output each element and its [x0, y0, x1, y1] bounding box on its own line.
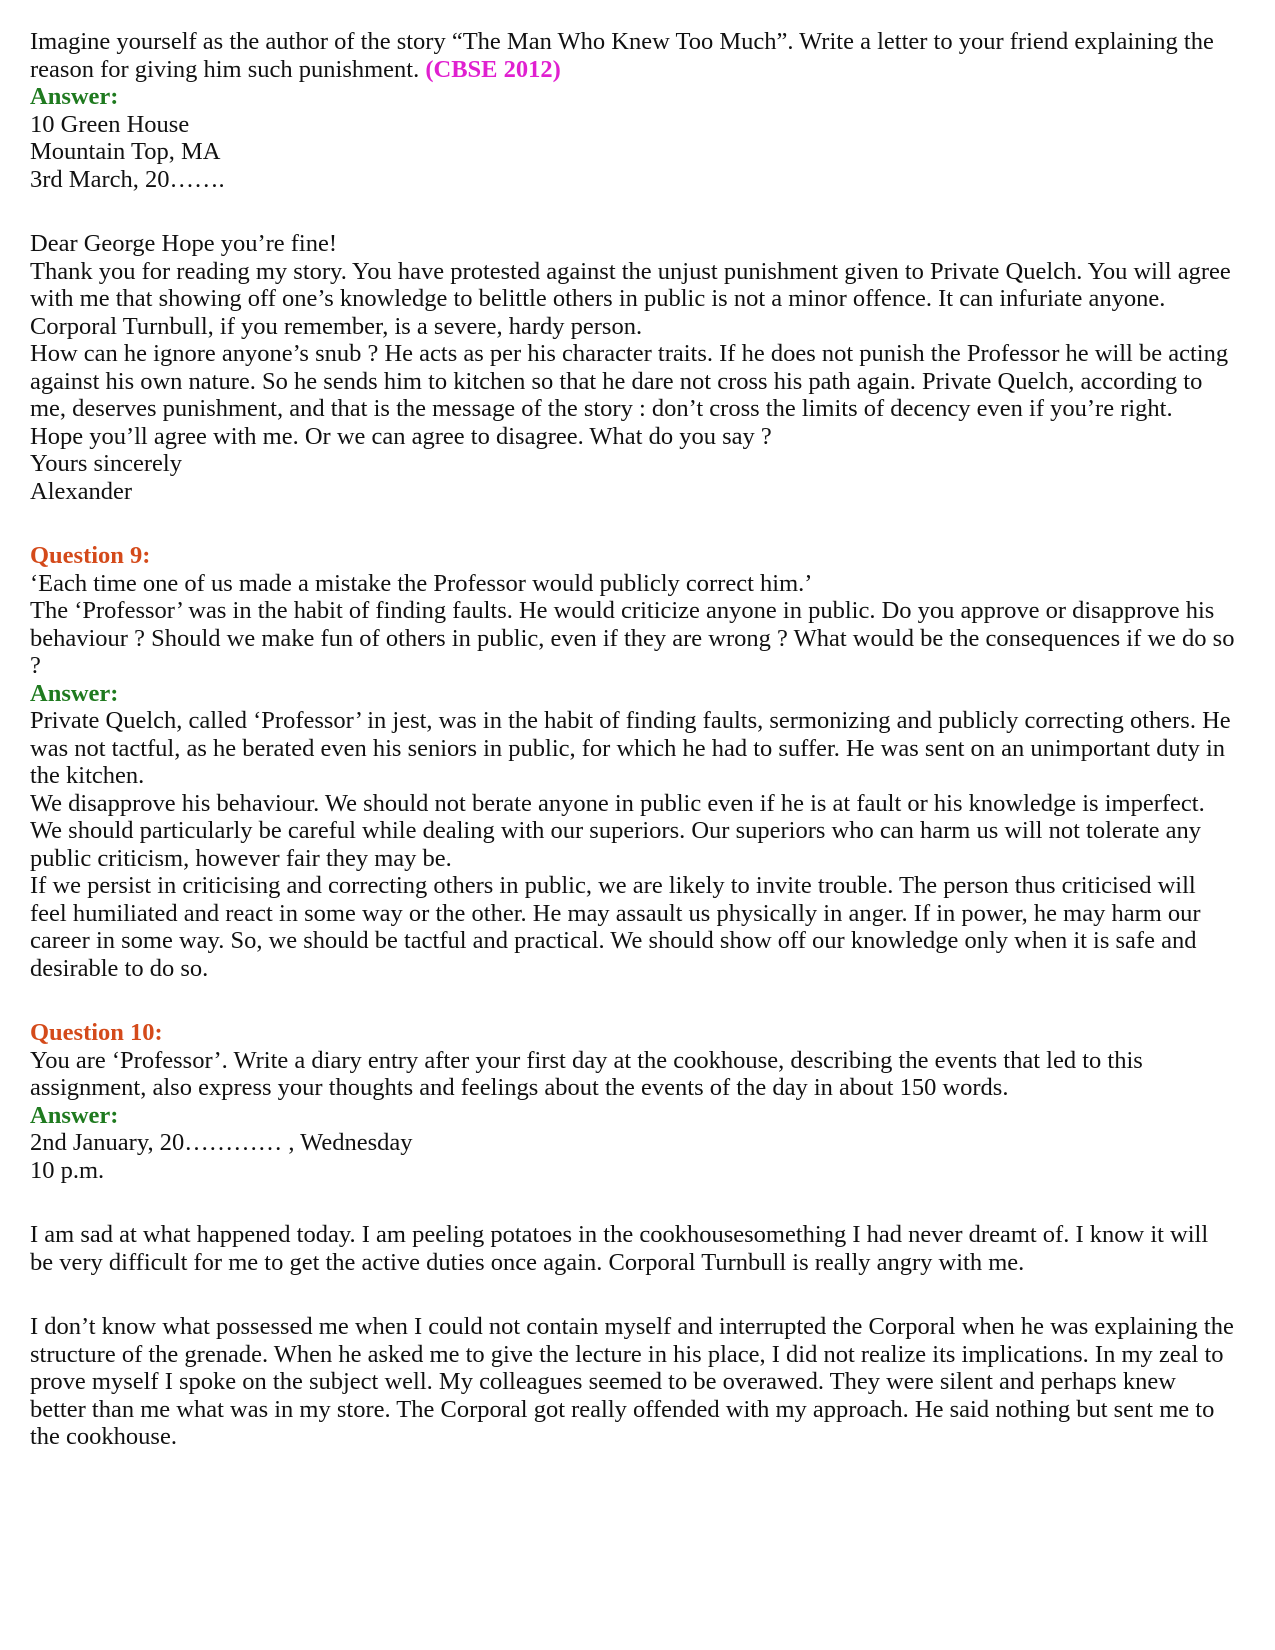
spacer — [30, 505, 1235, 542]
q9-quote: ‘Each time one of us made a mistake the Professor would publicly correct him.’ — [30, 569, 813, 597]
q10-prompt: You are ‘Professor’. Write a diary entry after your first day at the cookhouse, describing the events that led to this assignment, also express your thoughts and feelings about the events of the day in about 150 words. — [30, 1046, 1143, 1101]
q8-signature: Alexander — [30, 477, 133, 505]
q9-answer-para-3: If we persist in criticising and correcting others in public, we are likely to invite trouble. The person thus criticised will feel humiliated and react in some way or the other. He may assault us physically in anger. If in power, he may harm our career in some way. So, we should be tactful and practical. We should show off our knowledge only when it is safe and desirable to do so. — [30, 872, 1201, 982]
q8-closing: Yours sincerely — [30, 450, 182, 477]
q8-source-tag: (CBSE 2012) — [425, 55, 561, 83]
q10-diary-time: 10 p.m. — [30, 1156, 105, 1184]
q9-answer-label: Answer: — [30, 679, 119, 707]
q9-prompt: The ‘Professor’ was in the habit of finding faults. He would criticize anyone in public. Do you approve or disapprove his behaviour ? Should we make fun of others in public, even if they are wrong ? What would be the consequences if we do so ? — [30, 597, 1235, 679]
q10-answer-label: Answer: — [30, 1101, 119, 1129]
q9-answer-para-2: We disapprove his behaviour. We should not berate anyone in public even if he is at fault or his knowledge is imperfect. We should particularly be careful while dealing with our superiors. Our superiors who can harm us will not tolerate any public criticism, however fair they may be. — [30, 789, 1205, 872]
spacer — [30, 193, 1235, 230]
q10-diary-date: 2nd January, 20………… , Wednesday — [30, 1129, 413, 1156]
q9-heading: Question 9: — [30, 542, 151, 569]
spacer — [30, 982, 1235, 1019]
q10-heading: Question 10: — [30, 1019, 163, 1046]
q8-salutation: Dear George Hope you’re fine! — [30, 230, 338, 257]
q8-body-para-3: Hope you’ll agree with me. Or we can agree to disagree. What do you say ? — [30, 422, 772, 450]
q8-address-line-2: Mountain Top, MA — [30, 138, 221, 165]
q8-address-line-1: 10 Green House — [30, 110, 190, 138]
q8-prompt-text: Imagine yourself as the author of the story “The Man Who Knew Too Much”. Write a letter to your friend explaining the reason for giving him such punishment. — [30, 28, 1214, 83]
spacer — [30, 1276, 1235, 1313]
q8-body-para-1: Thank you for reading my story. You have protested against the unjust punishment given to Private Quelch. You will agree with me that showing off one’s knowledge to belittle others in public is not a minor offence. It can infuriate anyone. Corporal Turnbull, if you remember, is a severe, hardy person. — [30, 257, 1231, 340]
q8-prompt — [30, 28, 1235, 83]
q8-body-para-2: How can he ignore anyone’s snub ? He acts as per his character traits. If he does not punish the Professor he will be acting against his own nature. So he sends him to kitchen so that he dare not cross his path again. Private Quelch, according to me, deserves punishment, and that is the message of the story : don’t cross the limits of decency even if you’re right. — [30, 340, 1229, 422]
q8-address-date: 3rd March, 20……. — [30, 165, 225, 193]
spacer — [30, 1184, 1235, 1221]
q8-answer-label: Answer: — [30, 83, 119, 110]
q10-diary-para-2: I don’t know what possessed me when I could not contain myself and interrupted the Corporal when he was explaining the structure of the grenade. When he asked me to give the lecture in his place, I did not realize its implications. In my zeal to prove myself I spoke on the subject well. My colleagues seemed to be overawed. They were silent and perhaps knew better than me what was in my store. The Corporal got really offended with my approach. He said nothing but sent me to the cookhouse. — [30, 1313, 1234, 1450]
q10-diary-para-1: I am sad at what happened today. I am peeling potatoes in the cookhousesomething I had never dreamt of. I know it will be very difficult for me to get the active duties once again. Corporal Turnbull is really angry with me. — [30, 1221, 1209, 1276]
q9-answer-para-1: Private Quelch, called ‘Professor’ in jest, was in the habit of finding faults, sermonizing and publicly correcting others. He was not tactful, as he berated even his seniors in public, for which he had to suffer. He was sent on an unimportant duty in the kitchen. — [30, 707, 1231, 789]
